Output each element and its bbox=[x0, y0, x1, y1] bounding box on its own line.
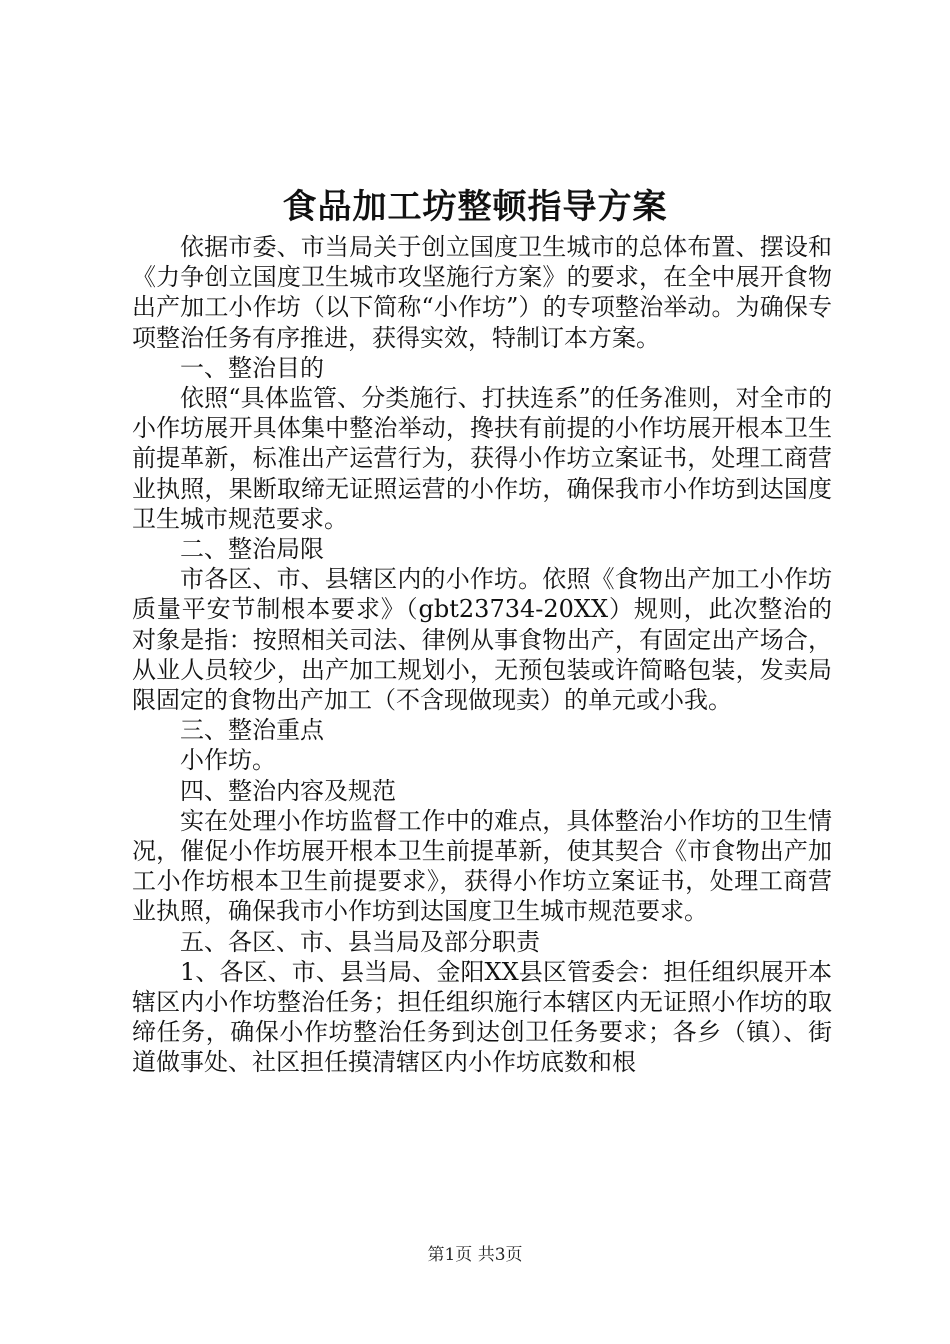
heading-section-3: 三、整治重点 bbox=[180, 716, 324, 745]
heading-section-2: 二、整治局限 bbox=[180, 535, 324, 564]
paragraph-section-5-item-1: 1、各区、市、县当局、金阳XX县区管委会：担任组织展开本辖区内小作坊整治任务；担任组织施行本辖区内无证照小作坊的取缔任务，确保小作坊整治任务到达创卫任务要求；各乡（镇）、街道做事处、社区担任摸清辖区内小作坊底数和根 bbox=[132, 957, 832, 1077]
paragraph-section-4: 实在处理小作坊监督工作中的难点，具体整治小作坊的卫生情况，催促小作坊展开根本卫生前提革新，使其契合《市食物出产加工小作坊根本卫生前提要求》，获得小作坊立案证书，处理工商营业执照，确保我市小作坊到达国度卫生城市规范要求。 bbox=[132, 806, 832, 926]
heading-section-5: 五、各区、市、县当局及部分职责 bbox=[180, 927, 540, 956]
heading-section-1: 一、整治目的 bbox=[180, 353, 324, 382]
document-body bbox=[132, 232, 832, 1078]
document-title: 食品加工坊整顿指导方案 bbox=[282, 187, 668, 227]
paragraph-section-2: 市各区、市、县辖区内的小作坊。依照《食物出产加工小作坊质量平安节制根本要求》（gbt23734-20XX）规则，此次整治的对象是指：按照相关司法、律例从事食物出产，有固定出产场合，从业人员较少，出产加工规划小，无预包装或许简略包装，发卖局限固定的食物出产加工（不含现做现卖）的单元或小我。 bbox=[132, 565, 832, 715]
paragraph-section-3: 小作坊。 bbox=[180, 746, 276, 775]
page-number: 第1页 共3页 bbox=[427, 1245, 523, 1265]
heading-section-4: 四、整治内容及规范 bbox=[180, 776, 396, 805]
paragraph-intro: 依据市委、市当局关于创立国度卫生城市的总体布置、摆设和《力争创立国度卫生城市攻坚施行方案》的要求，在全中展开食物出产加工小作坊（以下简称“小作坊”）的专项整治举动。为确保专项整治任务有序推进，获得实效，特制订本方案。 bbox=[132, 233, 832, 352]
paragraph-section-1: 依照“具体监管、分类施行、打扶连系”的任务准则，对全市的小作坊展开具体集中整治举动，搀扶有前提的小作坊展开根本卫生前提革新，标准出产运营行为，获得小作坊立案证书，处理工商营业执照，果断取缔无证照运营的小作坊，确保我市小作坊到达国度卫生城市规范要求。 bbox=[132, 384, 832, 533]
